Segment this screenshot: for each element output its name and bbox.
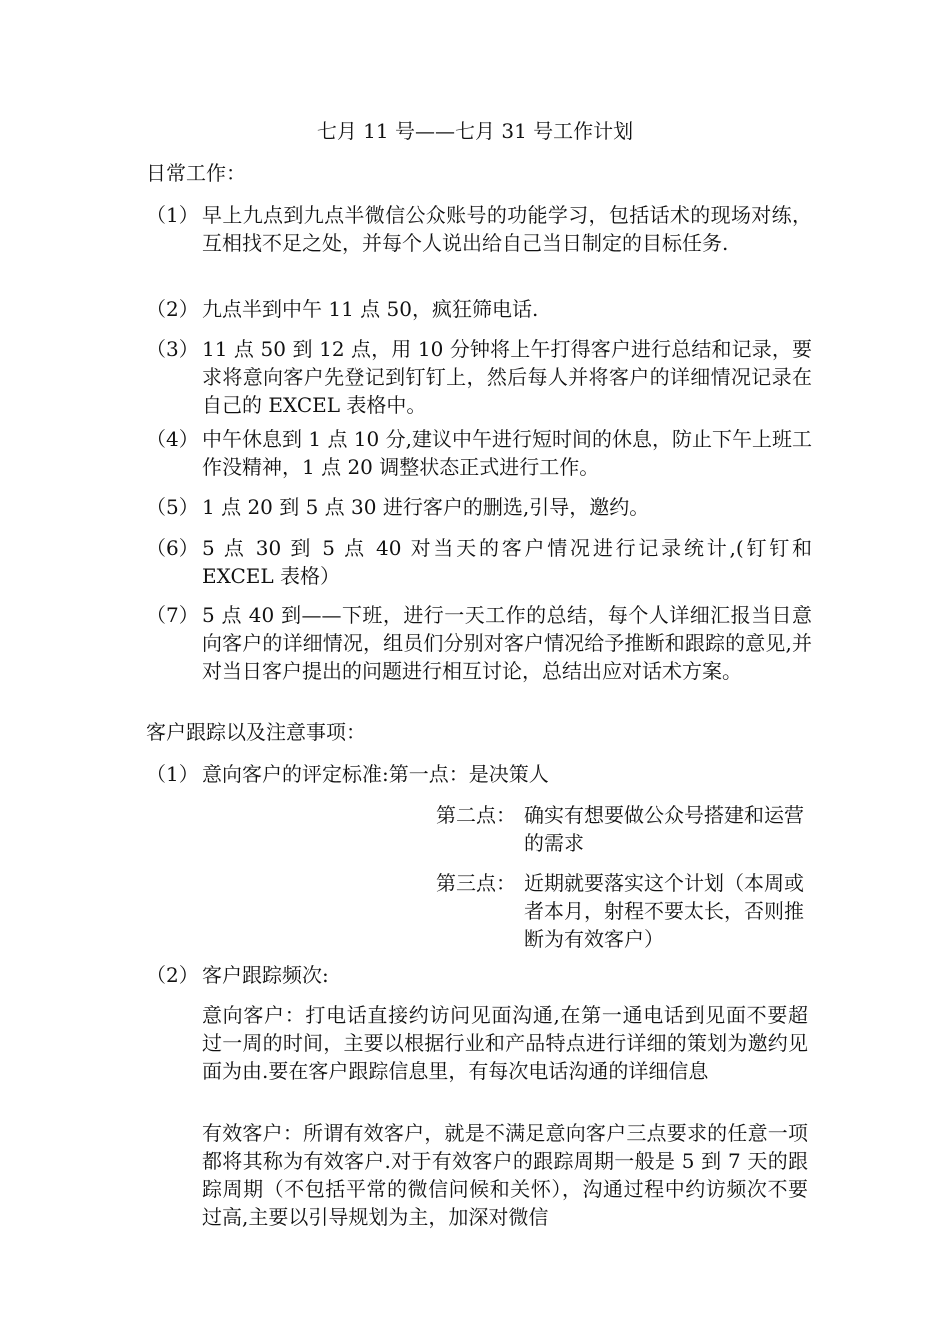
item-text: 11 点 50 到 12 点，用 10 分钟将上午打得客户进行总结和记录，要求将意向客户先登记到钉钉上，然后每人并将客户的详细情况记录在自己的 EXCEL 表格中。 xyxy=(202,337,812,417)
effective-customer-paragraph: 有效客户：所谓有效客户，就是不满足意向客户三点要求的任意一项都将其称为有效客户.对于有效客户的跟踪周期一般是 5 到 7 天的跟踪周期（不包括平常的微信问候和关怀），沟通过程中约访频次不要过高,主要以引导规划为主，加深对微信 xyxy=(202,1121,808,1229)
point-text: 确实有想要做公众号搭建和运营的需求 xyxy=(524,803,804,855)
daily-work-heading: 日常工作： xyxy=(146,161,246,185)
page-title: 七月 11 号——七月 31 号工作计划 xyxy=(316,119,634,143)
item-text: 早上九点到九点半微信公众账号的功能学习，包括话术的现场对练，互相找不足之处，并每个人说出给自己当日制定的目标任务. xyxy=(202,203,812,255)
item-number: （1） xyxy=(146,762,199,786)
item-number: （3） xyxy=(146,337,199,361)
item-number: （6） xyxy=(146,536,199,560)
item-number: （5） xyxy=(146,495,199,519)
item-text: 5 点 30 到 5 点 40 对当天的客户情况进行记录统计,(钉钉和 EXCEL 表格） xyxy=(202,536,812,588)
item-number: （7） xyxy=(146,603,199,627)
intent-customer-paragraph: 意向客户：打电话直接约访问见面沟通,在第一通电话到见面不要超过一周的时间，主要以根据行业和产品特点进行详细的策划为邀约见面为由.要在客户跟踪信息里，有每次电话沟通的详细信息 xyxy=(202,1003,808,1083)
item-number: （2） xyxy=(146,297,199,321)
item-text: 意向客户的评定标准:第一点：是决策人 xyxy=(202,762,549,786)
item-number: （1） xyxy=(146,203,199,227)
tracking-heading: 客户跟踪以及注意事项： xyxy=(146,720,366,744)
item-number: （2） xyxy=(146,963,199,987)
item-text: 客户跟踪频次: xyxy=(202,963,329,987)
point-label: 第二点： xyxy=(436,803,516,827)
item-text: 九点半到中午 11 点 50，疯狂筛电话. xyxy=(202,297,539,321)
point-label: 第三点： xyxy=(436,871,516,895)
item-number: （4） xyxy=(146,427,199,451)
item-text: 中午休息到 1 点 10 分,建议中午进行短时间的休息，防止下午上班工作没精神，1 点 20 调整状态正式进行工作。 xyxy=(202,427,812,479)
item-text: 1 点 20 到 5 点 30 进行客户的删选,引导，邀约。 xyxy=(202,495,650,519)
point-text: 近期就要落实这个计划（本周或者本月，射程不要太长，否则推断为有效客户） xyxy=(524,871,804,951)
item-text: 5 点 40 到——下班，进行一天工作的总结，每个人详细汇报当日意向客户的详细情况，组员们分别对客户情况给予推断和跟踪的意见,并对当日客户提出的问题进行相互讨论，总结出应对话术方案。 xyxy=(202,603,812,683)
